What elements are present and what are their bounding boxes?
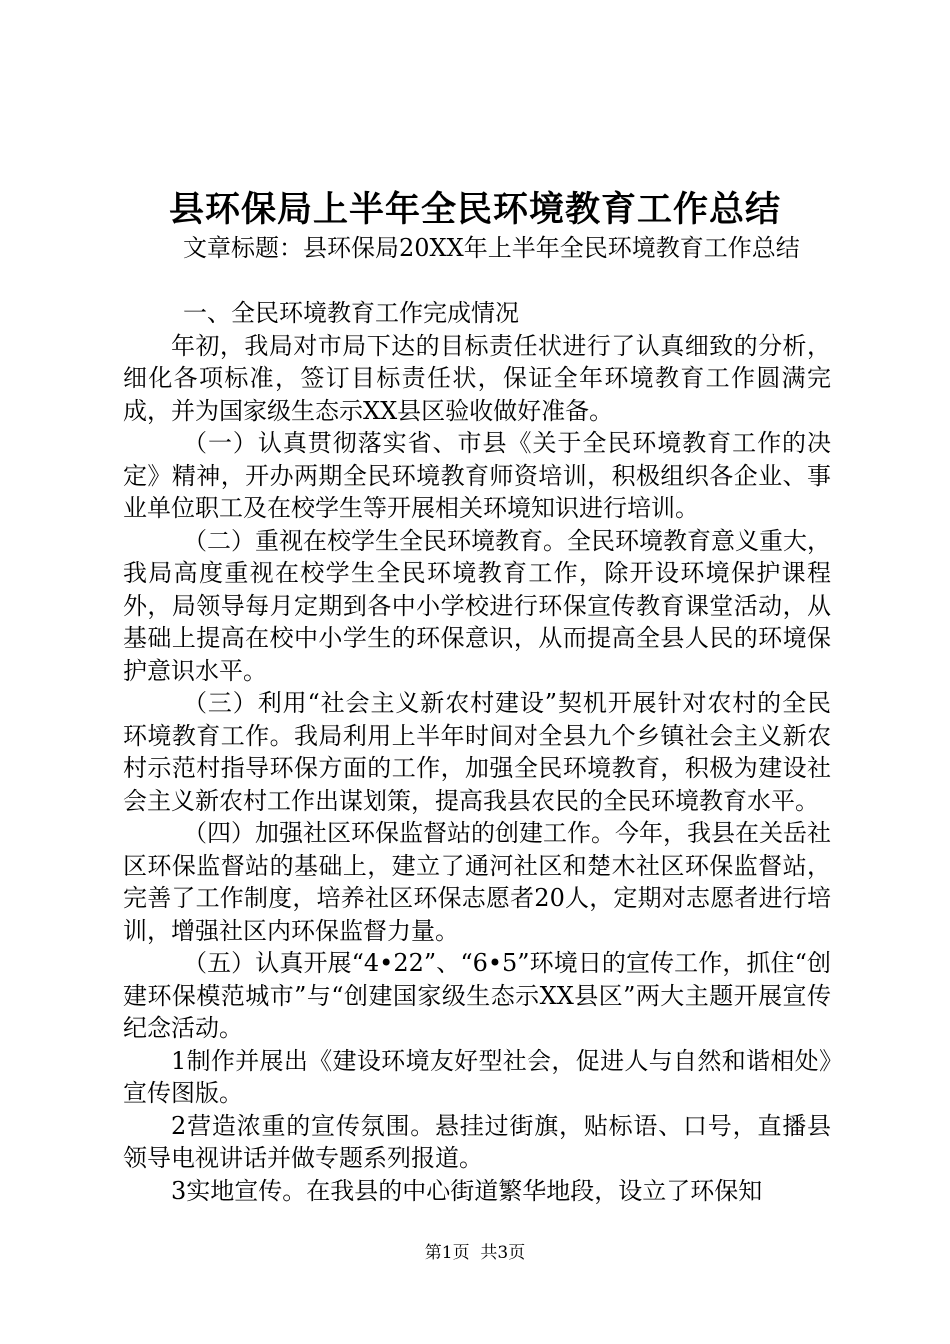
paragraph: （四）加强社区环保监督站的创建工作。今年，我县在关岳社区环保监督站的基础上，建立了通河社区和楚木社区环保监督站，完善了工作制度，培养社区环保志愿者20人，定期对志愿者进行培训，增强社区内环保监督力量。: [123, 819, 831, 945]
list-item: 2营造浓重的宣传氛围。悬挂过街旗，贴标语、口号，直播县领导电视讲话并做专题系列报道。: [123, 1111, 831, 1172]
document-title: 县环保局上半年全民环境教育工作总结: [168, 189, 781, 230]
section-heading: 一、全民环境教育工作完成情况: [183, 299, 519, 327]
article-subtitle: 文章标题：县环保局20XX年上半年全民环境教育工作总结: [183, 234, 800, 262]
list-item: 3实地宣传。在我县的中心街道繁华地段，设立了环保知: [171, 1176, 763, 1205]
paragraph: （二）重视在校学生全民环境教育。全民环境教育意义重大，我局高度重视在校学生全民环境教育工作，除开设环境保护课程外，局领导每月定期到各中小学校进行环保宣传教育课堂活动，从基础上提高在校中小学生的环保意识，从而提高全县人民的环境保护意识水平。: [123, 526, 831, 685]
paragraph: （五）认真开展“4•22”、“6•5”环境日的宣传工作，抓住“创建环保模范城市”与“创建国家级生态示XX县区”两大主题开展宣传纪念活动。: [123, 949, 831, 1042]
page-number: 第1页: [424, 1243, 470, 1263]
paragraph: 年初，我局对市局下达的目标责任状进行了认真细致的分析，细化各项标准，签订目标责任状，保证全年环境教育工作圆满完成，并为国家级生态示XX县区验收做好准备。: [123, 331, 831, 425]
document-body: [123, 232, 831, 1207]
paragraph: （一）认真贯彻落实省、市县《关于全民环境教育工作的决定》精神，开办两期全民环境教育师资培训，积极组织各企业、事业单位职工及在校学生等开展相关环境知识进行培训。: [123, 429, 831, 522]
list-item: 1制作并展出《建设环境友好型社会，促进人与自然和谐相处》宣传图版。: [123, 1046, 831, 1107]
paragraph: （三）利用“社会主义新农村建设”契机开展针对农村的全民环境教育工作。我局利用上半年时间对全县九个乡镇社会主义新农村示范村指导环保方面的工作，加强全民环境教育，积极为建设社会主义新农村工作出谋划策，提高我县农民的全民环境教育水平。: [123, 689, 831, 815]
page-footer: [0, 1241, 950, 1265]
page-total: 共3页: [480, 1243, 526, 1263]
